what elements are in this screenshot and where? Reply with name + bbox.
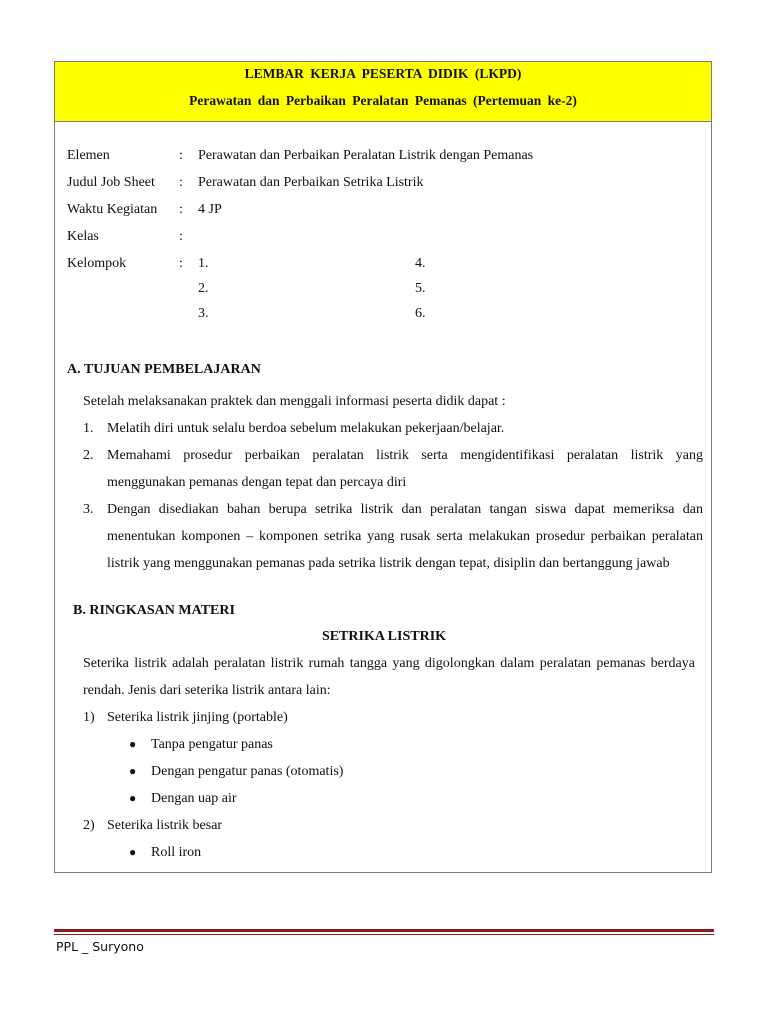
item-number: 2) — [83, 818, 95, 833]
elemen-label: Elemen — [67, 148, 110, 163]
list-item — [83, 704, 695, 731]
bullet-item — [83, 839, 695, 866]
kelompok-label: Kelompok — [67, 256, 127, 271]
judul-label: Judul Job Sheet — [67, 175, 155, 190]
list-item — [83, 812, 695, 839]
kelompok-slot: 6. — [415, 306, 426, 321]
section-a-intro: Setelah melaksanakan praktek dan menggali informasi peserta didik dapat : — [83, 394, 506, 409]
info-row-kelompok-2 — [67, 280, 707, 305]
bullet-text: Dengan pengatur panas (otomatis) — [151, 764, 344, 779]
list-item — [83, 442, 703, 496]
info-row-waktu — [67, 201, 707, 228]
kelompok-slot: 2. — [198, 281, 209, 296]
section-a-heading: A. TUJUAN PEMBELAJARAN — [67, 362, 261, 377]
section-b-intro: Seterika listrik adalah peralatan listrik rumah tangga yang digolongkan dalam peralatan pemanas berdaya rendah. Jenis dari seterika listrik antara lain: — [83, 656, 695, 698]
kelompok-slot: 1. — [198, 256, 209, 271]
lkpd-header — [55, 62, 711, 122]
info-row-elemen — [67, 147, 707, 174]
item-number: 1. — [83, 421, 94, 436]
colon: : — [179, 202, 183, 217]
elemen-value: Perawatan dan Perbaikan Peralatan Listrik dengan Pemanas — [198, 148, 534, 163]
item-number: 1) — [83, 710, 95, 725]
footer-rule-thin — [54, 934, 714, 935]
kelompok-slot: 4. — [415, 256, 426, 271]
info-row-kelompok — [67, 255, 707, 280]
waktu-label: Waktu Kegiatan — [67, 202, 158, 217]
lkpd-frame — [54, 61, 712, 873]
lkpd-title: LEMBAR KERJA PESERTA DIDIK (LKPD) — [244, 66, 522, 81]
item-text: Memahami prosedur perbaikan peralatan listrik serta mengidentifikasi peralatan listrik yang menggunakan pemanas dengan tepat dan percaya diri — [107, 448, 703, 490]
footer-text: PPL _ Suryono — [56, 939, 144, 954]
section-a-body — [83, 388, 703, 577]
item-text: Seterika listrik besar — [107, 818, 223, 833]
kelompok-slot: 3. — [198, 306, 209, 321]
item-text: Melatih diri untuk selalu berdoa sebelum melakukan pekerjaan/belajar. — [107, 421, 505, 436]
kelas-label: Kelas — [67, 229, 99, 244]
bullet-text: Roll iron — [151, 845, 202, 860]
item-text: Dengan disediakan bahan berupa setrika listrik dan peralatan tangan siswa dapat memeriksa dan menentukan komponen – komponen setrika yang rusak serta melakukan prosedur perbaikan peralatan listrik yang menggunakan pemanas pada setrika listrik dengan tepat, disiplin dan bertanggung jawab — [107, 502, 703, 571]
info-row-judul — [67, 174, 707, 201]
section-b-title: SETRIKA LISTRIK — [321, 629, 447, 644]
waktu-value: 4 JP — [198, 202, 222, 217]
bullet-text: Tanpa pengatur panas — [151, 737, 273, 752]
kelompok-slot: 5. — [415, 281, 426, 296]
info-row-kelas — [67, 228, 707, 255]
lkpd-subtitle: Perawatan dan Perbaikan Peralatan Pemanas (Pertemuan ke-2) — [189, 93, 577, 108]
list-item — [83, 415, 703, 442]
bullet-icon: ● — [129, 737, 137, 751]
footer-rule — [54, 929, 714, 932]
info-block — [67, 147, 707, 330]
judul-value: Perawatan dan Perbaikan Setrika Listrik — [198, 175, 424, 190]
section-b-body — [83, 650, 695, 866]
info-row-kelompok-3 — [67, 305, 707, 330]
section-b-heading: B. RINGKASAN MATERI — [73, 603, 235, 618]
item-text: Seterika listrik jinjing (portable) — [107, 710, 288, 725]
bullet-item — [83, 731, 695, 758]
item-number: 3. — [83, 502, 94, 517]
list-item — [83, 496, 703, 577]
bullet-icon: ● — [129, 845, 137, 859]
colon: : — [179, 148, 183, 163]
bullet-item — [83, 785, 695, 812]
bullet-icon: ● — [129, 764, 137, 778]
colon: : — [179, 175, 183, 190]
colon: : — [179, 229, 183, 244]
bullet-item — [83, 758, 695, 785]
item-number: 2. — [83, 448, 94, 463]
colon: : — [179, 256, 183, 271]
bullet-text: Dengan uap air — [151, 791, 237, 806]
bullet-icon: ● — [129, 791, 137, 805]
